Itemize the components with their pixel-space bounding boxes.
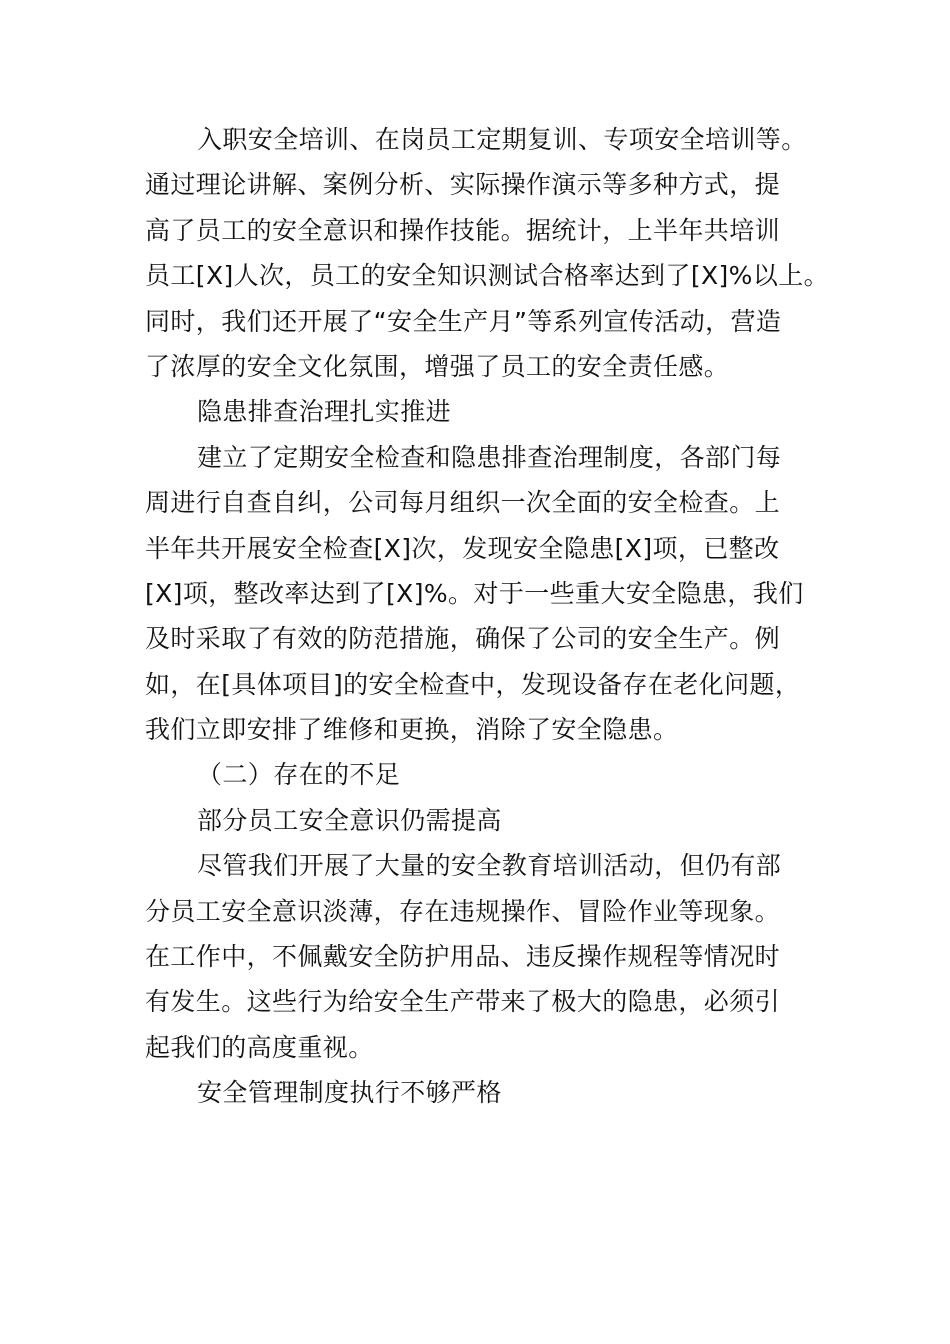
paragraph-line: 起我们的高度重视。 [145, 1032, 374, 1062]
paragraph-line: 我们立即安排了维修和更换，消除了安全隐患。 [145, 715, 679, 745]
subsection-heading: 安全管理制度执行不够严格 [197, 1078, 502, 1108]
paragraph-line: 周进行自查自纠，公司每月组织一次全面的安全检查。上 [145, 488, 781, 518]
paragraph-line: 及时采取了有效的防范措施，确保了公司的安全生产。例 [145, 624, 781, 654]
document-page [145, 117, 835, 1116]
paragraph-line: 入职安全培训、在岗员工定期复训、专项安全培训等。 [197, 125, 807, 154]
paragraph-line: 如，在[具体项目]的安全检查中，发现设备存在老化问题， [145, 669, 801, 699]
paragraph-line: 同时，我们还开展了“安全生产月”等系列宣传活动，营造 [145, 306, 782, 336]
section-heading: （二）存在的不足 [197, 760, 401, 790]
paragraph-line: 半年共开展安全检查[X]次，发现安全隐患[X]项，已整改 [145, 533, 780, 563]
paragraph-line: 尽管我们开展了大量的安全教育培训活动，但仍有部 [197, 851, 782, 881]
paragraph-line: 高了员工的安全意识和操作技能。据统计，上半年共培训 [145, 215, 781, 245]
paragraph-line: [X]项，整改率达到了[X]%。对于一些重大安全隐患，我们 [145, 578, 804, 608]
paragraph-line: 通过理论讲解、案例分析、实际操作演示等多种方式，提 [145, 170, 781, 200]
subsection-heading: 部分员工安全意识仍需提高 [197, 805, 502, 835]
paragraph-line: 在工作中，不佩戴安全防护用品、违反操作规程等情况时 [145, 942, 781, 972]
section-heading: 隐患排查治理扎实推进 [197, 397, 452, 427]
paragraph-line: 分员工安全意识淡薄，存在违规操作、冒险作业等现象。 [145, 896, 781, 926]
paragraph-line: 有发生。这些行为给安全生产带来了极大的隐患，必须引 [145, 987, 781, 1017]
paragraph-line: 员工[X]人次，员工的安全知识测试合格率达到了[X]%以上。 [145, 261, 830, 291]
paragraph-line: 了浓厚的安全文化氛围，增强了员工的安全责任感。 [145, 351, 730, 381]
paragraph-line: 建立了定期安全检查和隐患排查治理制度，各部门每 [197, 442, 782, 472]
